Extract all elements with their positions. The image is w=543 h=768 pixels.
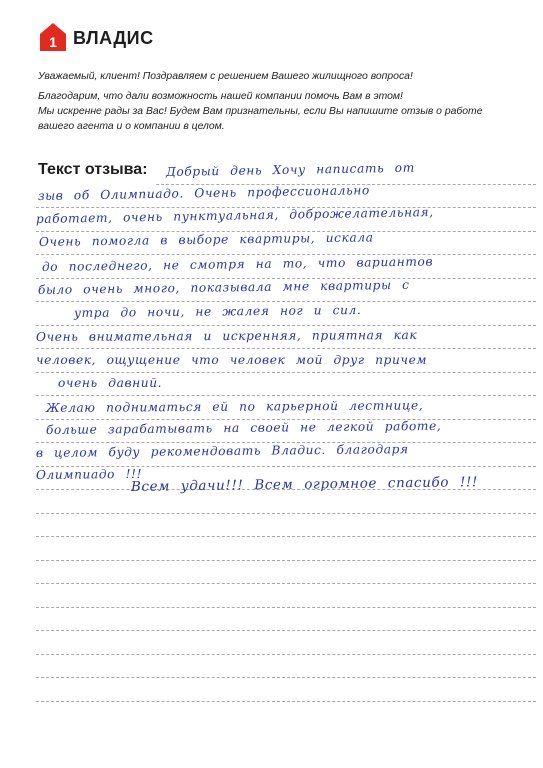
review-closing-line: Всем удачи!!! Всем огромное спасибо !!! xyxy=(130,474,479,495)
review-line: в целом буду рекомендовать Владис. благодаря xyxy=(35,442,409,460)
brand-logo xyxy=(39,22,154,52)
thanks-text: Благодарим, что дали возможность нашей компании помочь Вам в этом! xyxy=(38,91,403,102)
review-line: утра до ночи, не жалея ног и сил. xyxy=(73,302,362,320)
review-line: было очень много, показывала мне квартиры с xyxy=(37,277,410,297)
svg-text:1: 1 xyxy=(49,34,57,50)
review-line: Очень помогла в выборе квартиры, искала xyxy=(38,230,374,249)
review-line: работает, очень пунктуальная, доброжелательная, xyxy=(35,205,434,226)
intro-text xyxy=(38,69,508,134)
review-line: до последнего, не смотря на то, что вариантов xyxy=(41,254,434,274)
house-logo-icon xyxy=(39,22,67,52)
review-line: Добрый день Хочу написать от xyxy=(165,160,415,179)
brand-name: ВЛАДИС xyxy=(73,27,154,48)
review-line: больше зарабатывать на своей не легкой работе, xyxy=(45,418,442,437)
review-line: человек, ощущение что человек мой друг причем xyxy=(36,353,428,367)
greeting-text: Уважаемый, клиент! Поздравляем с решением Вашего жилищного вопроса! xyxy=(38,71,413,82)
request-text: Мы искренне рады за Вас! Будем Вам признательны, если Вы напишите отзыв о работе вашего агента и о компании в целом. xyxy=(38,106,483,132)
review-line: очень давний. xyxy=(58,376,163,390)
review-line: Олимпиадо !!! xyxy=(35,466,143,482)
review-line: Желаю подниматься ей по карьерной лестнице, xyxy=(45,398,424,415)
review-section-title: Текст отзыва: xyxy=(38,161,148,178)
review-line: Очень внимательная и искренняя, приятная как xyxy=(35,328,418,344)
review-line: зыв об Олимпиадо. Очень профессионально xyxy=(37,183,370,203)
